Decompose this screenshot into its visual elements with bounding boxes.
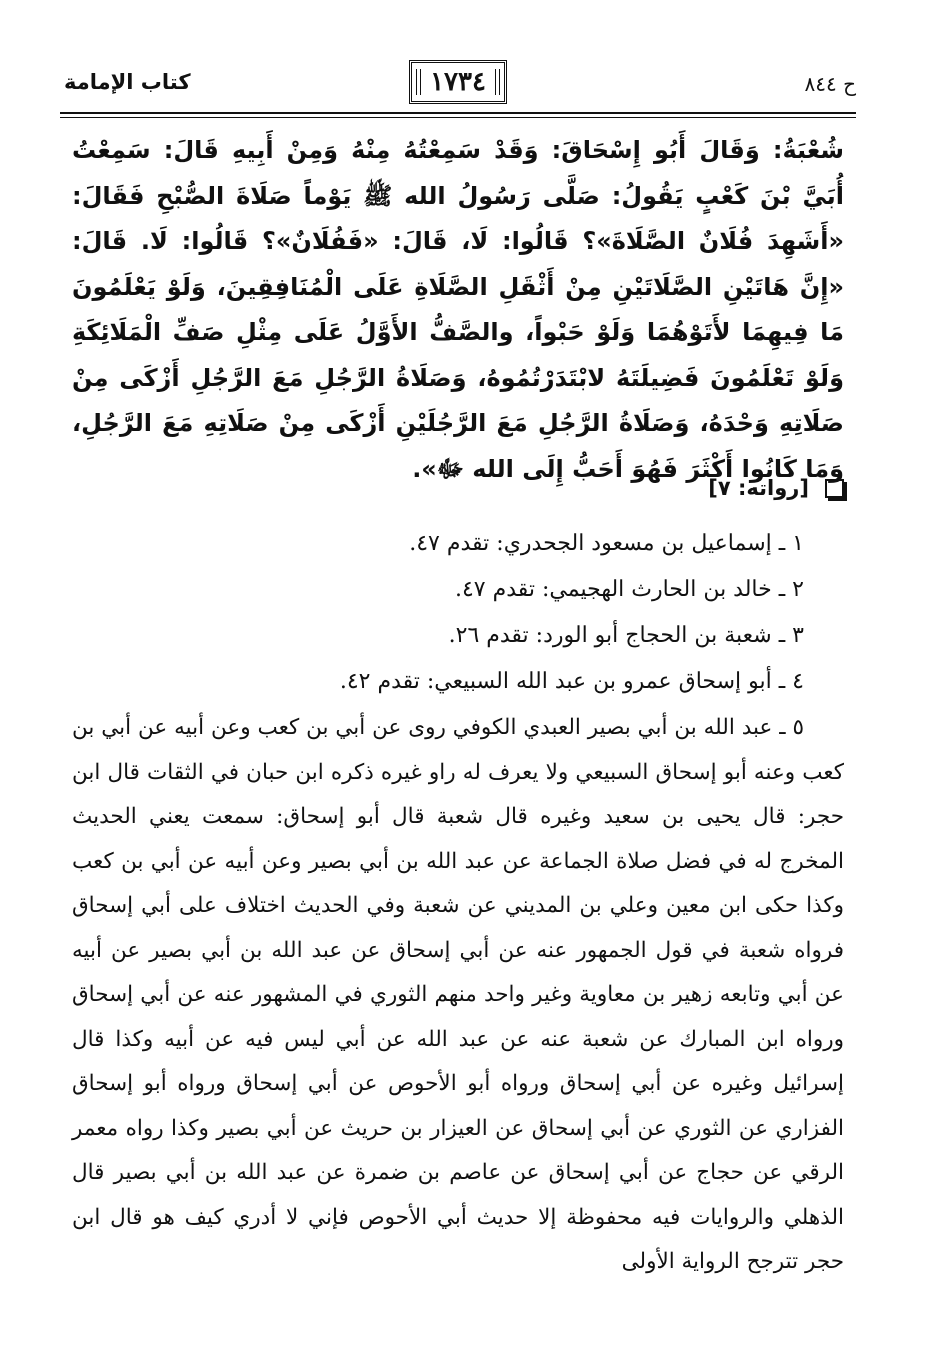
narrator-item: ٤ ـ أبو إسحاق عمرو بن عبد الله السبيعي: تقدم ٤٢. (339, 669, 804, 694)
hadith-number: ١٧٣٤ (430, 67, 486, 97)
hadith-number-frame (409, 60, 507, 104)
narrator-list (72, 521, 844, 705)
narrator-item: ٣ ـ شعبة بن الحجاج أبو الورد: تقدم ٢٦. (448, 623, 804, 648)
book-section-title: كتاب الإمامة (64, 70, 191, 94)
narrator-item: ٢ ـ خالد بن الحارث الهجيمي: تقدم ٤٧. (454, 577, 804, 602)
narrators-heading (708, 476, 844, 500)
header-divider (60, 112, 856, 118)
narrator-biography-paragraph: ٥ ـ عبد الله بن أبي بصير العبدي الكوفي روى عن أبي بن كعب وعن أبيه عن أبي بن كعب وعنه أبو إسحاق السبيعي ولا يعرف له راو غيره ذكره ابن حبان في الثقات قال ابن حجر: قال يحيى بن سعيد وغيره قال شعبة قال أبو إسحاق: سمعت يعني الحديث المخرج له في فضل صلاة الجماعة عن عبد الله بن أبي بصير وعن أبيه عن أبي بن كعب وكذا حكى ابن معين وعلي بن المديني عن شعبة وفي الحديث اختلاف على أبي إسحاق فرواه شعبة في قول الجمهور عنه عن أبي إسحاق عن عبد الله بن أبي بصير عن أبيه عن أبي وتابعه زهير بن معاوية وغير واحد منهم الثوري في المشهور عنه عن أبي إسحاق ورواه ابن المبارك عن شعبة عنه عن عبد الله عن أبي ليس فيه عن أبيه وكذا قال إسرائيل وغيره عن أبي إسحاق ورواه أبو الأحوص عن أبي إسحاق ورواه أبو إسحاق الفزاري عن الثوري عن أبي إسحاق عن العيزار بن حريث عن أبي بصير وكذا رواه معمر الرقي عن حجاج عن أبي إسحاق عن عاصم بن ضمرة عن عبد الله بن أبي بصير قال الذهلي والروايات فيه محفوظة إلا حديث أبي الأحوص فإني لا أدري كيف هو قال ابن حجر تترجح الرواية الأولى (72, 715, 844, 1274)
square-bullet-icon (825, 479, 844, 498)
narrators-heading-label: [رواته: ٧] (708, 476, 809, 500)
page-header (60, 60, 856, 120)
hadith-text: شُعْبَةُ: وَقَالَ أَبُو إِسْحَاقَ: وَقَدْ سَمِعْتُهُ مِنْهُ وَمِنْ أَبِيهِ قَالَ: سَمِعْتُ أُبَيَّ بْنَ كَعْبٍ يَقُولُ: صَلَّى رَسُولُ الله ﷺ يَوْماً صَلَاةَ الصُّبْحِ فَقَالَ: «أَشَهِدَ فُلَانٌ الصَّلَاةَ»؟ قَالُوا: لَا، قَالَ: «فَفُلَانٌ»؟ قَالُوا: لَا. قَالَ: «إِنَّ هَاتَيْنِ الصَّلَاتَيْنِ مِنْ أَثْقَلِ الصَّلَاةِ عَلَى الْمُنَافِقِينَ، وَلَوْ يَعْلَمُونَ مَا فِيهِمَا لأَتَوْهُمَا وَلَوْ حَبْواً، والصَّفُّ الأَوَّلُ عَلَى مِثْلِ صَفِّ الْمَلَائِكَةِ وَلَوْ تَعْلَمُونَ فَضِيلَتَهُ لابْتَدَرْتُمُوهُ، وَصَلَاةُ الرَّجُلِ مَعَ الرَّجُلِ أَزْكَى مِنْ صَلَاتِهِ وَحْدَهُ، وَصَلَاةُ الرَّجُلِ مَعَ الرَّجُلَيْنِ أَزْكَى مِنْ صَلَاتِهِ مَعَ الرَّجُلِ، وَمَا كَانُوا أَكْثَرَ فَهُوَ أَحَبُّ إِلَى الله ﷻ». (72, 136, 844, 483)
hadith-reference: ح ٨٤٤ (804, 72, 856, 96)
narrator-item: ١ ـ إسماعيل بن مسعود الجحدري: تقدم ٤٧. (409, 531, 804, 556)
